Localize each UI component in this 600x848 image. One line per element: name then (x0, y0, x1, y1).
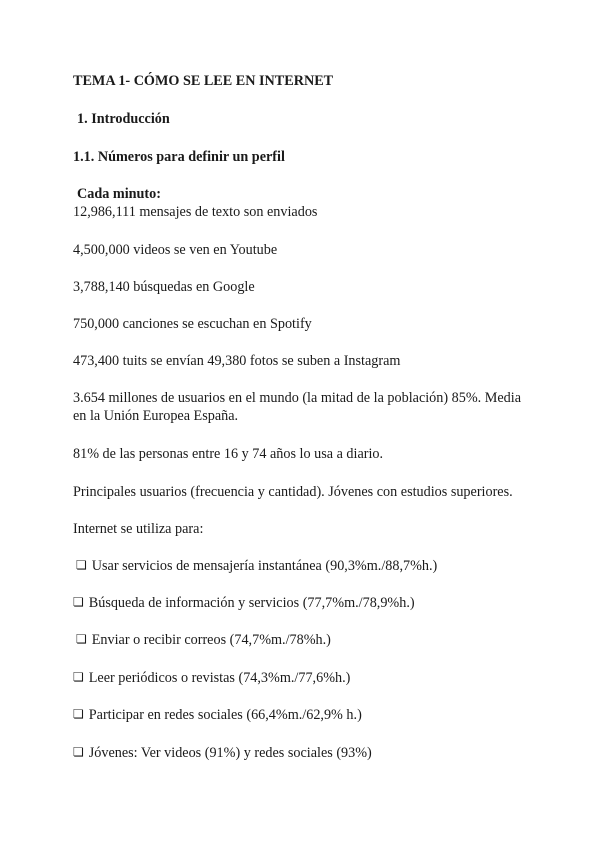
list-item (76, 557, 437, 575)
list-item-text: Usar servicios de mensajería instantánea (90,3%m./88,7%h.) (91, 558, 438, 574)
stat-line: 750,000 canciones se escuchan en Spotify (73, 316, 312, 332)
list-item (73, 706, 362, 724)
list-item (73, 669, 350, 687)
users-paragraph: 3.654 millones de usuarios en el mundo (la mitad de la población) 85%. Media en la Unión Europea España. (73, 390, 521, 424)
main-users-paragraph: Principales usuarios (frecuencia y cantidad). Jóvenes con estudios superiores. (73, 484, 513, 500)
uses-intro: Internet se utiliza para: (73, 521, 204, 537)
stat-line: 3,788,140 búsquedas en Google (73, 279, 255, 295)
list-item-text: Búsqueda de información y servicios (77,7%m./78,9%h.) (88, 595, 415, 611)
stat-line: 4,500,000 videos se ven en Youtube (73, 242, 278, 258)
checkbox-bullet-icon: ❏ (73, 670, 84, 684)
checkbox-bullet-icon: ❏ (73, 745, 84, 759)
list-item-text: Enviar o recibir correos (74,7%m./78%h.) (91, 632, 331, 648)
checkbox-bullet-icon: ❏ (73, 595, 84, 609)
subsection-heading: 1.1. Números para definir un perfil (73, 149, 285, 165)
list-item-text: Participar en redes sociales (66,4%m./62,9% h.) (88, 707, 362, 723)
section-heading: 1. Introducción (77, 111, 170, 127)
document-title: TEMA 1- CÓMO SE LEE EN INTERNET (73, 73, 334, 89)
list-item (73, 594, 415, 612)
daily-use-paragraph: 81% de las personas entre 16 y 74 años lo usa a diario. (73, 446, 384, 462)
list-item (76, 631, 331, 649)
checkbox-bullet-icon: ❏ (76, 632, 87, 646)
list-item-text: Leer periódicos o revistas (74,3%m./77,6%h.) (88, 670, 351, 686)
stat-line: 12,986,111 mensajes de texto son enviados (73, 204, 318, 220)
list-item (73, 744, 372, 762)
stat-line: 473,400 tuits se envían 49,380 fotos se suben a Instagram (73, 353, 401, 369)
checkbox-bullet-icon: ❏ (73, 707, 84, 721)
checkbox-bullet-icon: ❏ (76, 558, 87, 572)
minute-heading: Cada minuto: (77, 186, 161, 202)
list-item-text: Jóvenes: Ver videos (91%) y redes sociales (93%) (88, 745, 372, 761)
